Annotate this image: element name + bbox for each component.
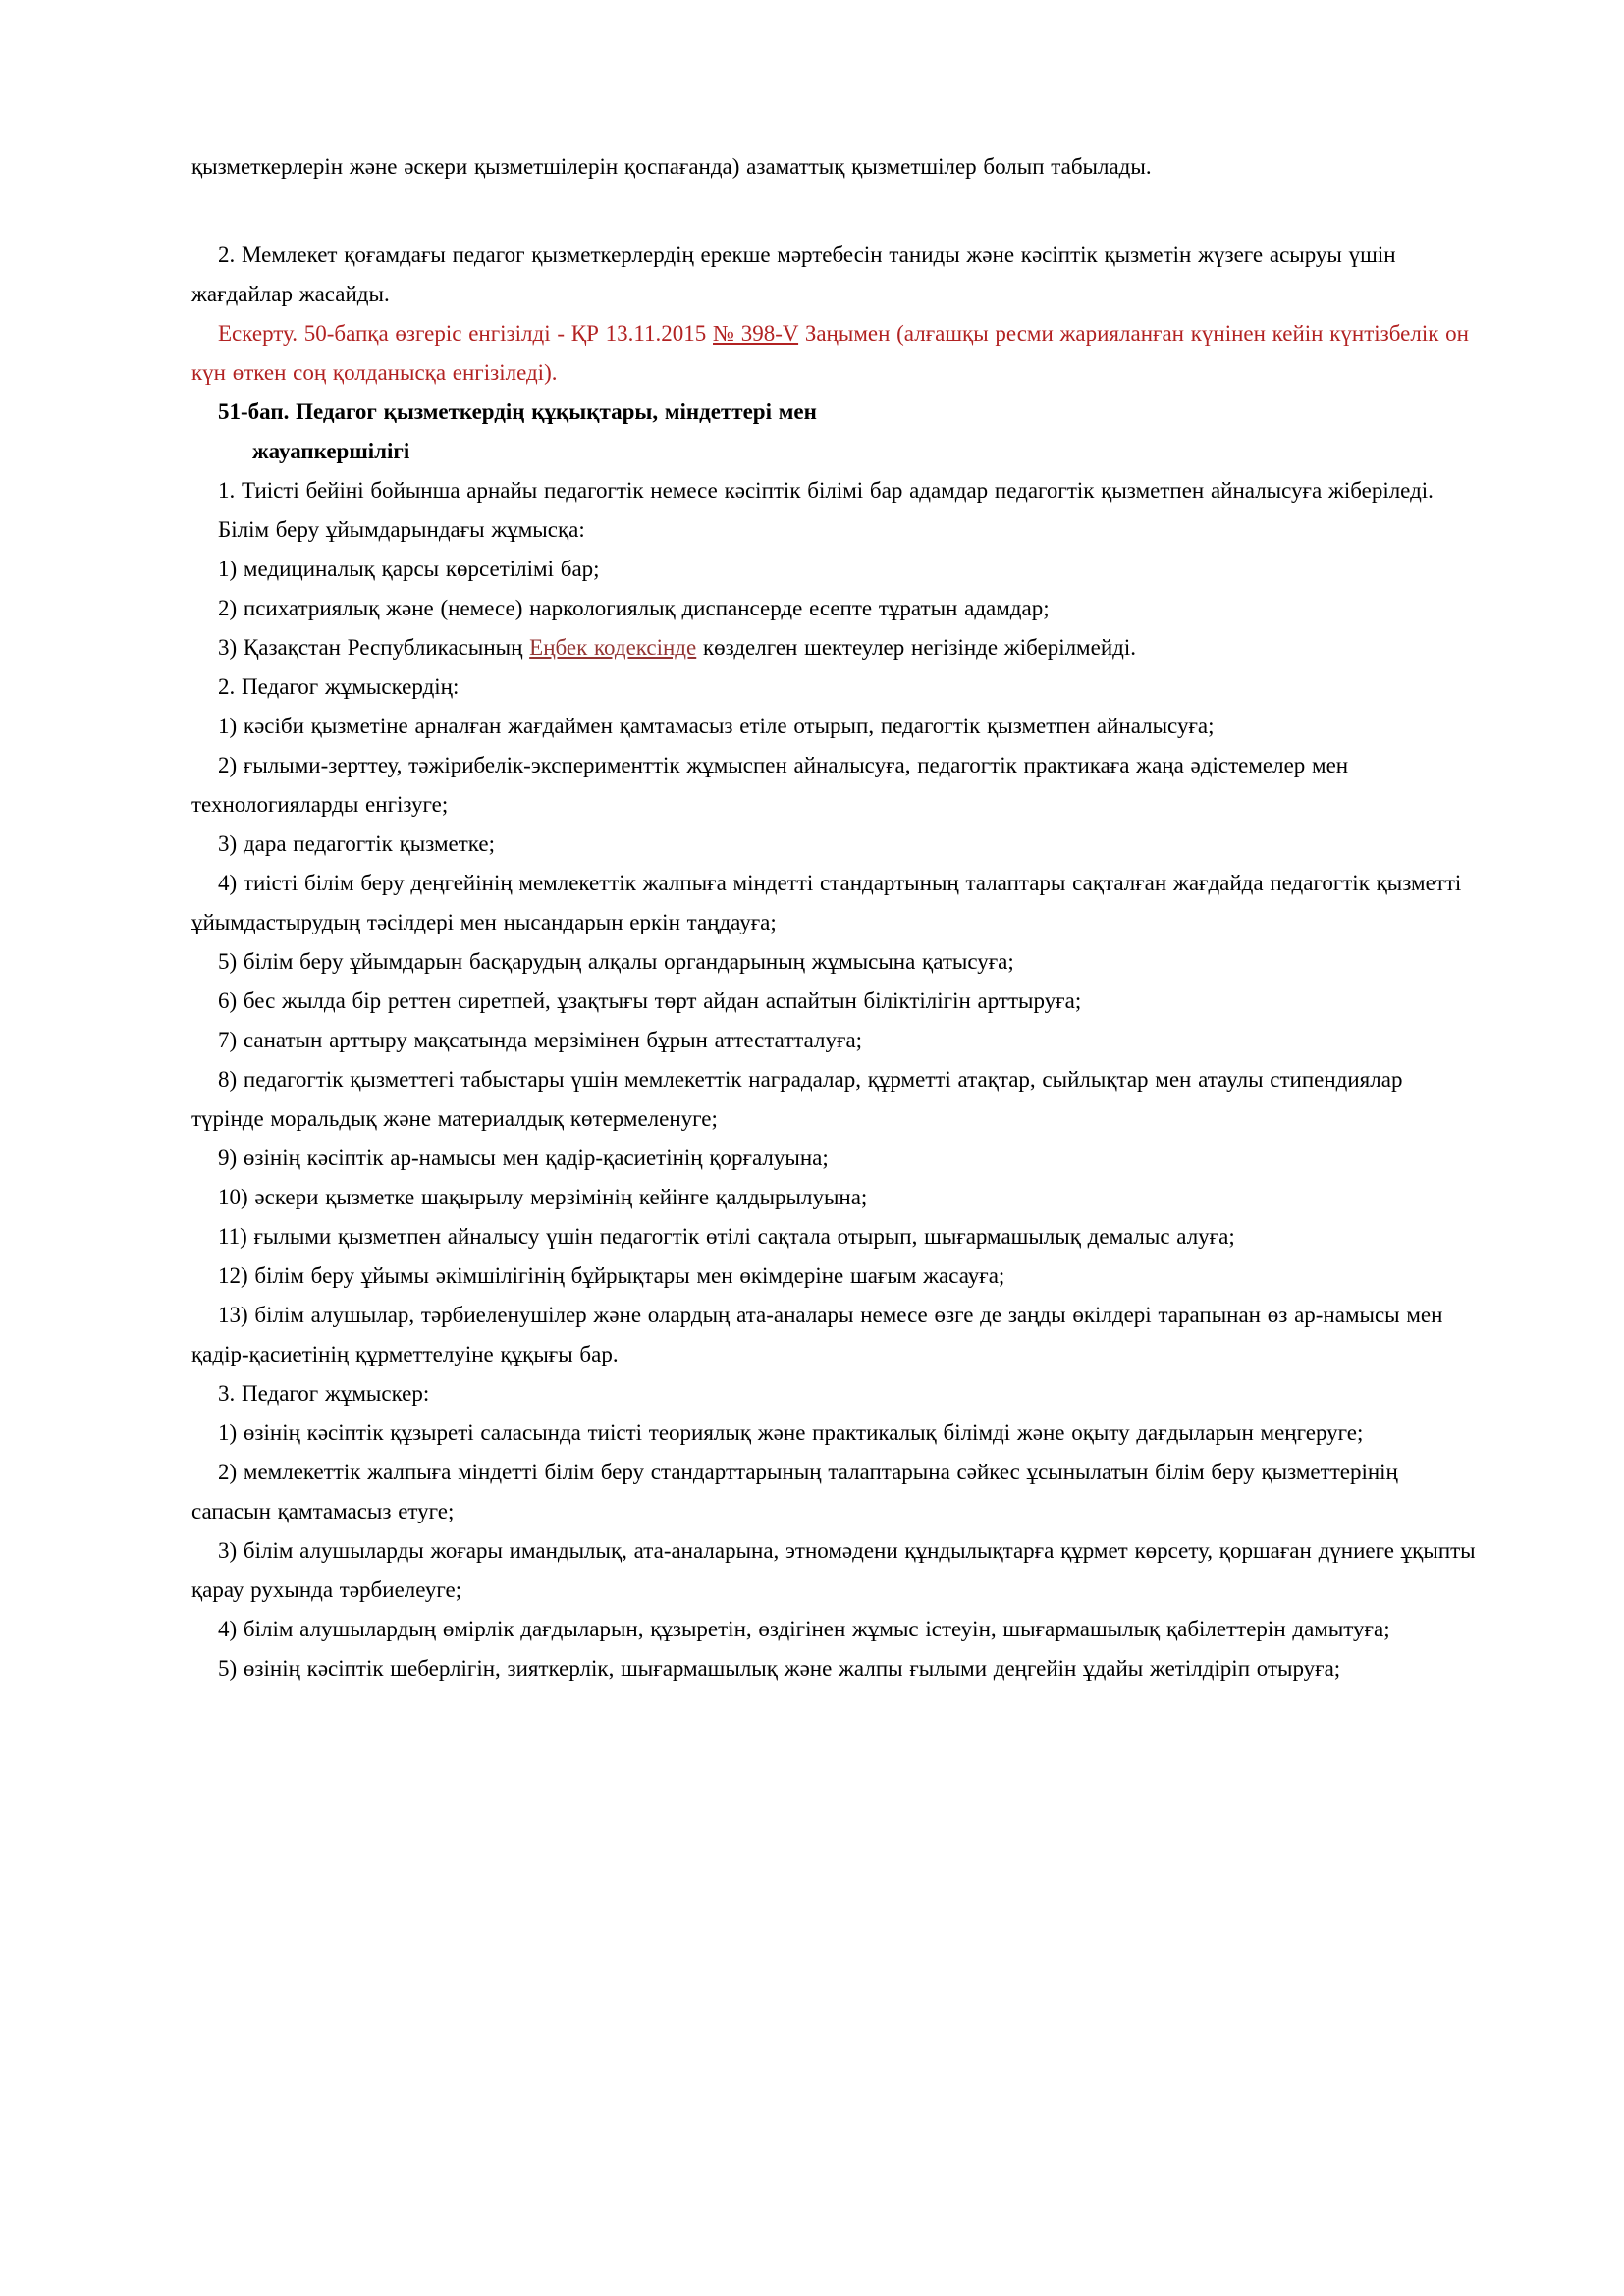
text-run: көзделген шектеулер негізінде жіберілмейді. bbox=[696, 635, 1136, 660]
heading-article-51 bbox=[191, 393, 1477, 432]
text-run: Ескерту. 50-бапқа өзгеріс енгізілді - ҚР 13.11.2015 bbox=[218, 321, 714, 346]
item-2-10 bbox=[191, 1178, 1477, 1217]
text-run: 1. Тиісті бейіні бойынша арнайы педагогтік немесе кәсіптік білімі бар адамдар педагогтік қызметпен айналысуға жіберіледі. bbox=[218, 478, 1434, 503]
item-2-6 bbox=[191, 982, 1477, 1021]
link-enbek-kodeksi[interactable]: Еңбек кодексінде bbox=[529, 635, 697, 660]
text-run: Заңымен (алғашқы ресми жарияланған күнінен кейін күнтізбелік он күн өткен соң қолданысқа енгізіледі). bbox=[191, 321, 1469, 385]
text-run: 8) педагогтік қызметтегі табыстары үшін мемлекеттік наградалар, құрметті атақтар, сыйлықтар мен атаулы стипендиялар түрінде моральдық және материалдық көтермеленуге; bbox=[191, 1067, 1403, 1131]
text-run: 2. Педагог жұмыскердің: bbox=[218, 674, 460, 699]
item-2-1 bbox=[191, 707, 1477, 746]
text-run: 1) медициналық қарсы көрсетілімі бар; bbox=[218, 557, 600, 581]
item-3-3 bbox=[191, 1531, 1477, 1610]
text-run: 2) психатриялық және (немесе) наркологиялық диспансерде есепте тұратын адамдар; bbox=[218, 596, 1050, 620]
text-run: 10) әскери қызметке шақырылу мерзімінің кейінге қалдырылуына; bbox=[218, 1185, 868, 1209]
item-1-2 bbox=[191, 589, 1477, 628]
text-run: 13) білім алушылар, тәрбиеленушілер және олардың ата-аналары немесе өзге де заңды өкілдері тарапынан өз ар-намысы мен қадір-қасиетінің құрметтелуіне құқығы бар. bbox=[191, 1303, 1443, 1366]
text-run: 1) кәсіби қызметіне арналған жағдаймен қамтамасыз етіле отырып, педагогтік қызметпен айналысуға; bbox=[218, 714, 1215, 738]
text-run: 12) білім беру ұйымы әкімшілігінің бұйрықтары мен өкімдеріне шағым жасауға; bbox=[218, 1263, 1005, 1288]
heading-article-51-continuation bbox=[191, 432, 1477, 471]
item-2-4 bbox=[191, 864, 1477, 942]
item-2-12 bbox=[191, 1256, 1477, 1296]
text-run: 2) ғылыми-зерттеу, тәжірибелік-эксперименттік жұмыспен айналысуға, педагогтік практикаға жаңа әдістемелер мен технологияларды енгізуге; bbox=[191, 753, 1349, 817]
text-run: Білім беру ұйымдарындағы жұмысқа: bbox=[218, 517, 585, 542]
item-3-1 bbox=[191, 1414, 1477, 1453]
para-bilim-beru-intro bbox=[191, 510, 1477, 550]
item-2-7 bbox=[191, 1021, 1477, 1060]
para-51-point-3 bbox=[191, 1374, 1477, 1414]
note-article-50-amendment bbox=[191, 314, 1477, 393]
para-continuation bbox=[191, 147, 1477, 187]
item-1-1 bbox=[191, 550, 1477, 589]
item-2-3 bbox=[191, 825, 1477, 864]
item-3-2 bbox=[191, 1453, 1477, 1531]
text-run: 2. Мемлекет қоғамдағы педагог қызметкерлердің ерекше мәртебесін таниды және кәсіптік қызметін жүзеге асыруы үшін жағдайлар жасайды. bbox=[191, 242, 1396, 306]
text-run: 5) өзінің кәсіптік шеберлігін, зияткерлік, шығармашылық және жалпы ғылыми деңгейін ұдайы жетілдіріп отыруға; bbox=[218, 1656, 1341, 1681]
text-run: 4) білім алушылардың өмірлік дағдыларын, құзыретін, өздігінен жұмыс істеуін, шығармашылық қабілеттерін дамытуға; bbox=[218, 1617, 1390, 1641]
text-run: 3) дара педагогтік қызметке; bbox=[218, 831, 495, 856]
text-run: 9) өзінің кәсіптік ар-намысы мен қадір-қасиетінің қорғалуына; bbox=[218, 1146, 829, 1170]
para-51-point-2 bbox=[191, 667, 1477, 707]
item-3-5 bbox=[191, 1649, 1477, 1688]
text-run: 3. Педагог жұмыскер: bbox=[218, 1381, 430, 1406]
item-1-3 bbox=[191, 628, 1477, 667]
text-run: 11) ғылыми қызметпен айналысу үшін педагогтік өтілі сақтала отырып, шығармашылық демалыс алуға; bbox=[218, 1224, 1235, 1249]
item-2-2 bbox=[191, 746, 1477, 825]
document-body bbox=[191, 147, 1477, 1688]
para-point-2 bbox=[191, 236, 1477, 314]
text-run: 5) білім беру ұйымдарын басқарудың алқалы органдарының жұмысына қатысуға; bbox=[218, 949, 1014, 974]
text-run: 4) тиісті білім беру деңгейінің мемлекеттік жалпыға міндетті стандартының талаптары сақталған жағдайда педагогтік қызметті ұйымдастырудың тәсілдері мен нысандарын еркін таңдауға; bbox=[191, 871, 1462, 934]
text-run: 2) мемлекеттік жалпыға міндетті білім беру стандарттарының талаптарына сәйкес ұсынылатын білім беру қызметтерінің сапасын қамтамасыз етуге; bbox=[191, 1460, 1398, 1523]
text-run: 51-бап. Педагог қызметкердің құқықтары, міндеттері мен bbox=[218, 400, 817, 424]
text-run: қызметкерлерін және әскери қызметшілерін қоспағанда) азаматтық қызметшілер болып табылады. bbox=[191, 154, 1152, 179]
text-run: 3) білім алушыларды жоғары имандылық, ата-аналарына, этномәдени құндылықтарға құрмет көрсету, қоршаған дүниеге ұқыпты қарау рухында тәрбиелеуге; bbox=[191, 1538, 1476, 1602]
text-run: 1) өзінің кәсіптік құзыреті саласында тиісті теориялық және практикалық білімді және оқыту дағдыларын меңгеруге; bbox=[218, 1420, 1364, 1445]
text-run: 7) санатын арттыру мақсатында мерзімінен бұрын аттестатталуға; bbox=[218, 1028, 863, 1052]
text-run: жауапкершілігі bbox=[252, 439, 410, 463]
link-398-v-law[interactable]: № 398-V bbox=[713, 321, 799, 346]
text-run: 3) Қазақстан Республикасының bbox=[218, 635, 530, 660]
text-run: 6) бес жылда бір реттен сиретпей, ұзақтығы төрт айдан аспайтын біліктілігін арттыруға; bbox=[218, 988, 1082, 1013]
item-2-5 bbox=[191, 942, 1477, 982]
item-2-8 bbox=[191, 1060, 1477, 1139]
para-51-point-1 bbox=[191, 471, 1477, 510]
item-2-11 bbox=[191, 1217, 1477, 1256]
item-2-9 bbox=[191, 1139, 1477, 1178]
item-2-13 bbox=[191, 1296, 1477, 1374]
item-3-4 bbox=[191, 1610, 1477, 1649]
